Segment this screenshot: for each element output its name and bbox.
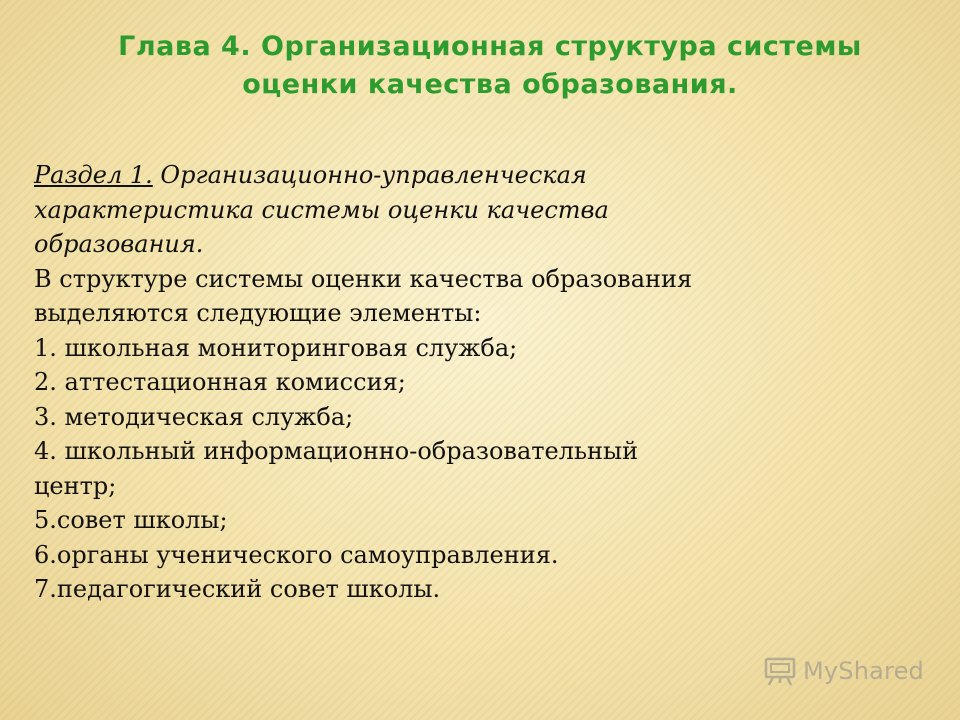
- section-heading-line-3: образования.: [34, 230, 204, 258]
- section-heading-text-1: Организационно-управленческая: [152, 161, 587, 189]
- intro-line-1: В структуре системы оценки качества образования: [34, 264, 693, 293]
- slide-title-line-1: Глава 4. Организационная структура системы: [118, 31, 862, 62]
- list-item: 3. методическая служба;: [34, 402, 354, 431]
- slide-title-line-2: оценки качества образования.: [242, 69, 738, 100]
- section-heading-line-1: [34, 158, 914, 193]
- list-item: центр;: [34, 471, 117, 500]
- slide-title: [60, 28, 920, 104]
- list-item: 1. школьная мониторинговая служба;: [34, 333, 518, 362]
- slide-body: [34, 158, 914, 607]
- watermark-text: MyShared: [802, 657, 924, 685]
- list-item: 6.органы ученического самоуправления.: [34, 540, 559, 569]
- section-heading-line-2: характеристика системы оценки качества: [34, 195, 609, 224]
- presentation-board-icon: [763, 654, 797, 688]
- section-label: Раздел 1.: [34, 161, 153, 189]
- list-item: 2. аттестационная комиссия;: [34, 368, 406, 396]
- list-item: 7.педагогический совет школы.: [34, 575, 441, 603]
- intro-line-2: выделяются следующие элементы:: [34, 299, 482, 327]
- list-item: 5.совет школы;: [34, 506, 228, 534]
- watermark: [763, 654, 924, 688]
- list-item: 4. школьный информационно-образовательный: [34, 437, 639, 465]
